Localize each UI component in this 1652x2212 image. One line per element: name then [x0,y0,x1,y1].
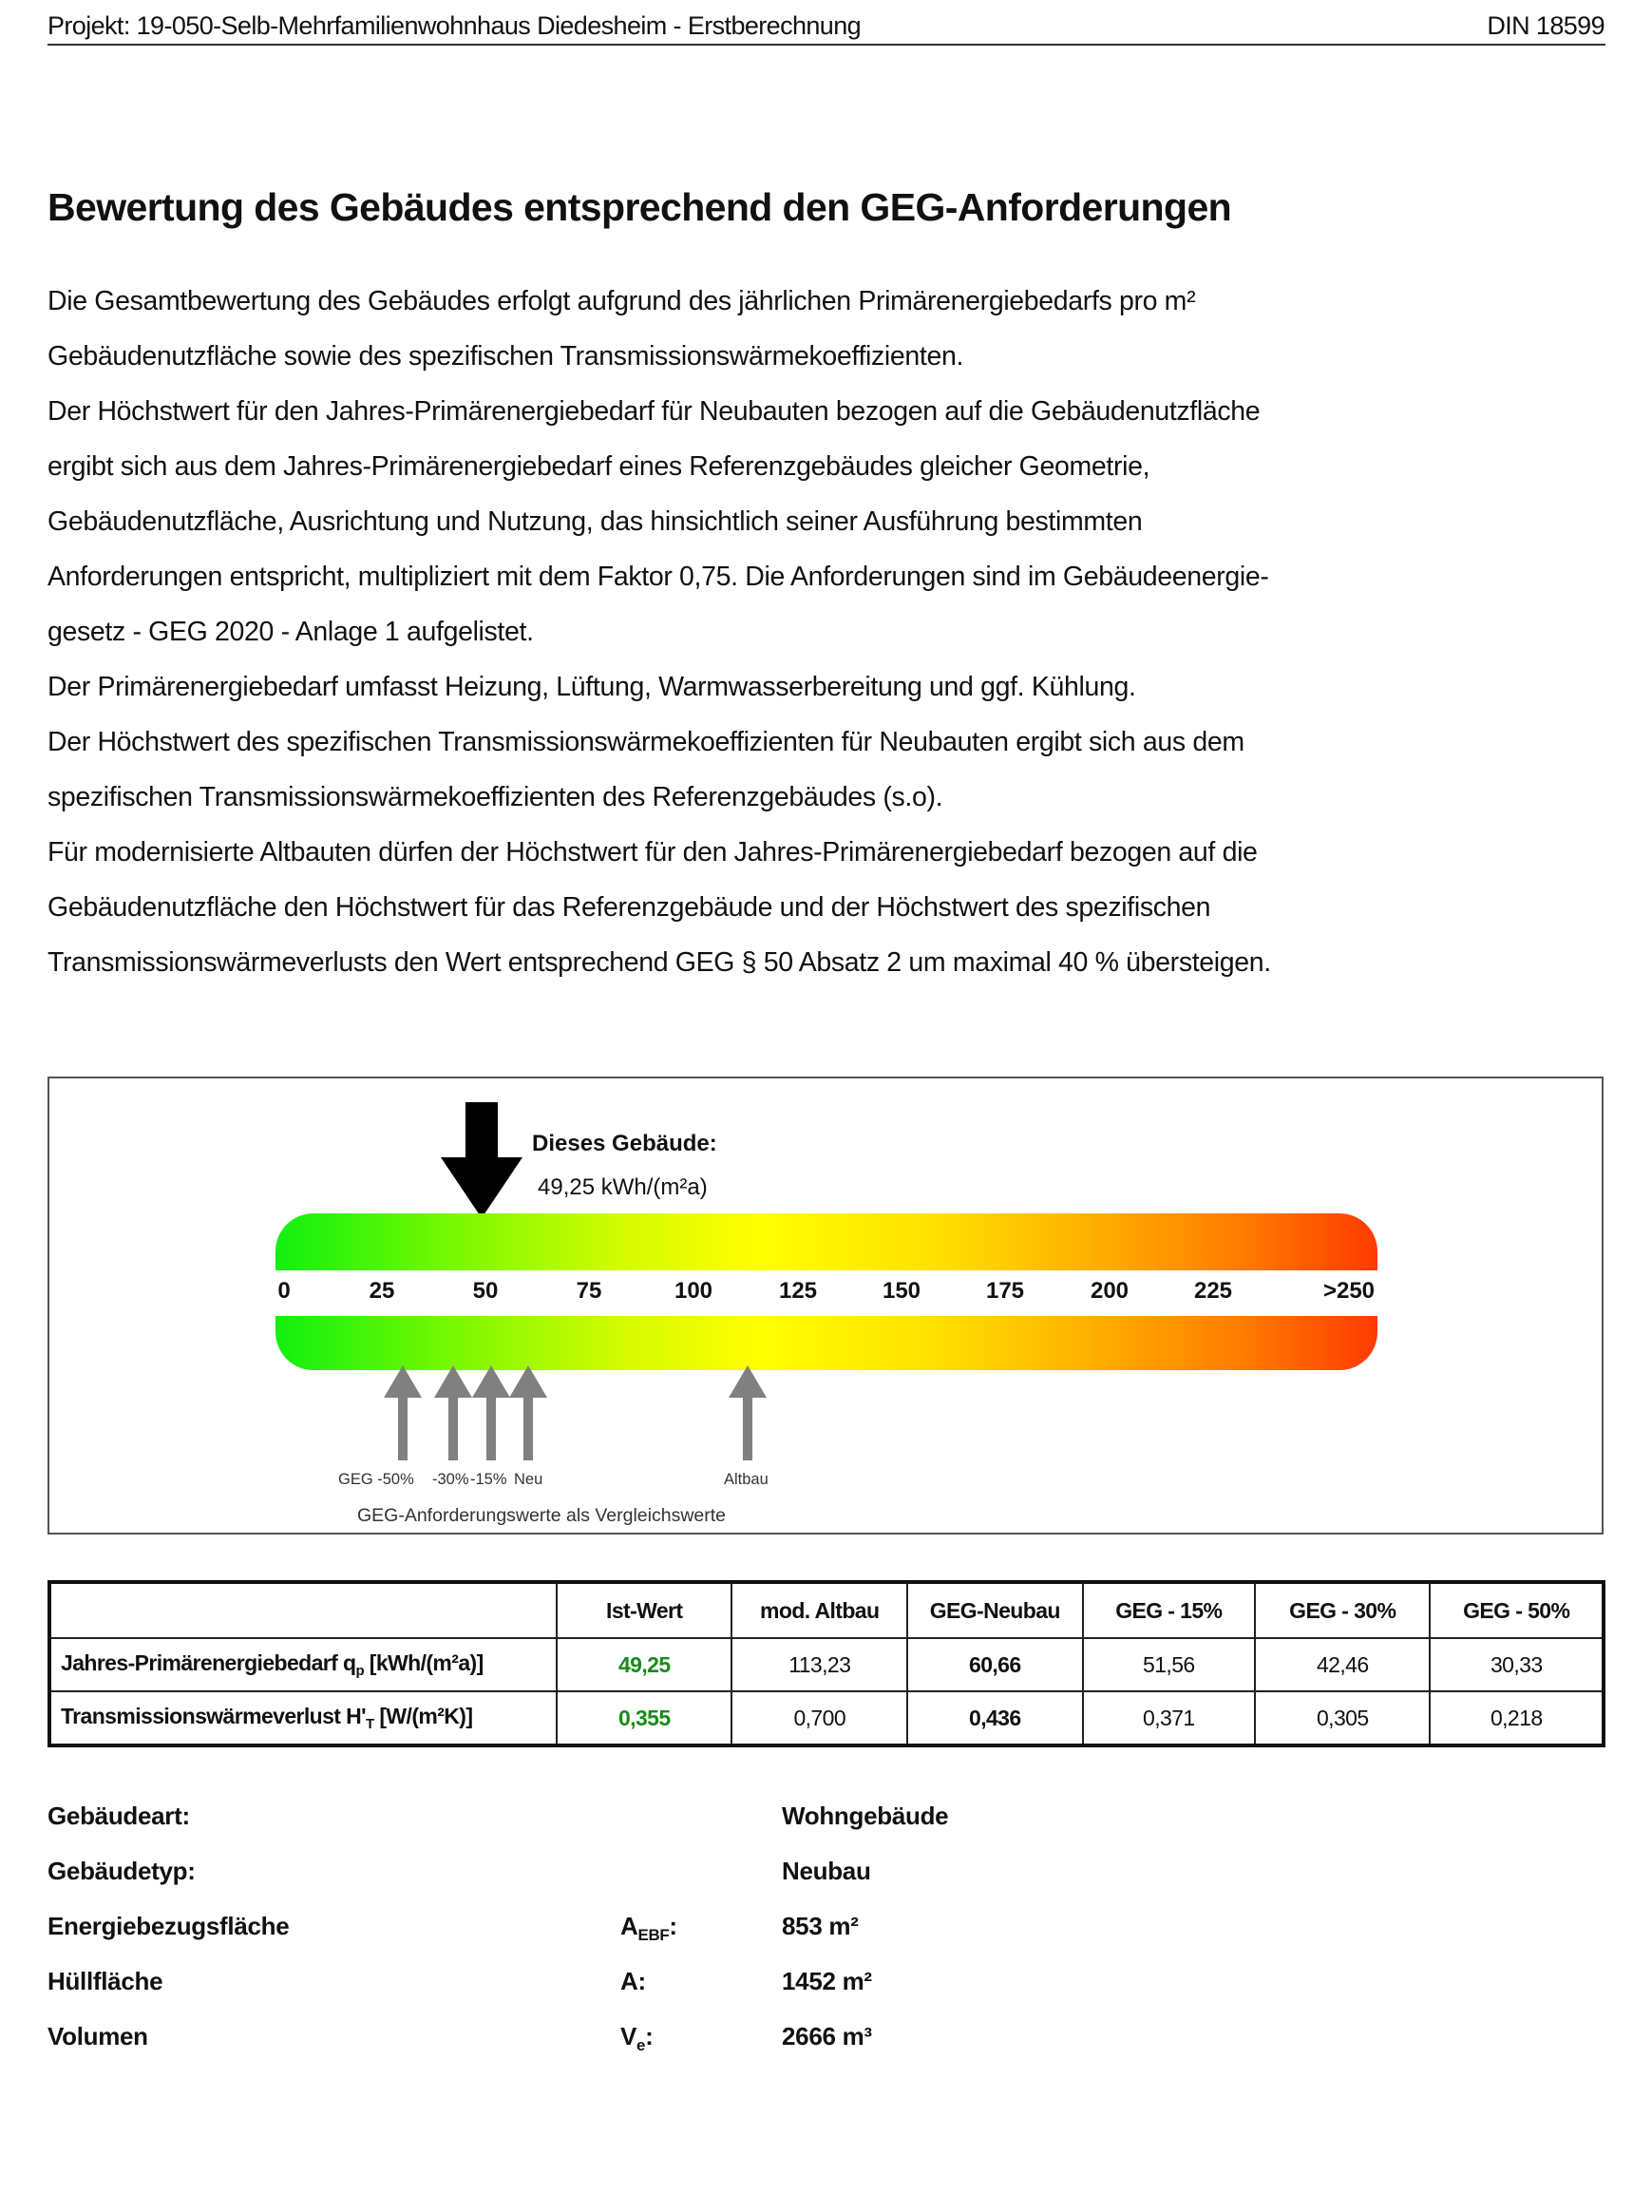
row-label-text: Jahres-Primärenergiebedarf q [61,1649,356,1675]
scale-tick: 0 [277,1278,291,1304]
symbol-text: V [620,2022,637,2050]
this-building-label: Dieses Gebäude: [532,1131,717,1156]
geg-minus50-arrow-icon [384,1365,422,1460]
detail-label-gebaeudetyp: Gebäudetyp: [47,1857,196,1885]
cell-geg-30: 0,305 [1255,1691,1430,1745]
table-header-geg-neubau: GEG-Neubau [907,1582,1083,1638]
paragraph-line: spezifischen Transmissionswärmekoeffizienten des Referenzgebäudes (s.o). [47,782,943,812]
table-header-ist-wert: Ist-Wert [557,1582,731,1638]
this-building-arrow-icon [439,1102,524,1218]
geg-neu-label: Neu [514,1471,543,1488]
row-label-unit: [W/(m²K)] [373,1703,473,1728]
row-label-unit: [kWh/(m²a)] [363,1649,484,1675]
paragraph-line: ergibt sich aus dem Jahres-Primärenergiebedarf eines Referenzgebäudes gleicher Geometrie, [47,451,1150,482]
symbol-suffix: : [669,1912,677,1940]
symbol-suffix: : [645,2022,654,2050]
scale-tick: 200 [1090,1278,1130,1304]
detail-symbol-aebf [620,1912,677,1945]
header-divider [47,44,1605,46]
table-header-empty [49,1582,557,1638]
cell-mod-altbau: 0,700 [731,1691,907,1745]
symbol-subscript: EBF [637,1925,670,1944]
row-label-subscript: p [355,1663,364,1680]
paragraph-line: gesetz - GEG 2020 - Anlage 1 aufgelistet. [47,617,534,647]
symbol-text: A [620,1912,638,1940]
symbol-subscript: e [636,2035,646,2054]
detail-value-energiebezugsflaeche: 853 m² [782,1912,859,1940]
scale-bar-bottom [275,1316,1377,1370]
table-header-geg-15: GEG - 15% [1083,1582,1255,1638]
symbol-text: A [620,1967,638,1995]
standard-label: DIN 18599 [1487,11,1605,40]
energy-scale-chart [47,1077,1604,1535]
detail-value-gebaeudeart: Wohngebäude [782,1802,949,1830]
cell-mod-altbau: 113,23 [731,1638,907,1691]
cell-geg-15: 0,371 [1083,1691,1255,1745]
table-row [49,1638,1604,1691]
paragraph-line: Der Höchstwert für den Jahres-Primärenergiebedarf für Neubauten bezogen auf die Gebäudenutzfläche [47,396,1261,427]
cell-geg-50: 30,33 [1430,1638,1604,1691]
symbol-suffix: : [637,1967,646,1995]
row-label-text: Transmissionswärmeverlust H' [61,1703,367,1728]
paragraph-line: Gebäudenutzfläche den Höchstwert für das Referenzgebäude und der Höchstwert des spezifischen [47,892,1211,923]
page-title: Bewertung des Gebäudes entsprechend den GEG-Anforderungen [47,185,1232,229]
row-label-subscript: T [366,1716,374,1733]
cell-geg-30: 42,46 [1255,1638,1430,1691]
scale-tick: 50 [472,1278,499,1304]
project-title: Projekt: 19-050-Selb-Mehrfamilienwohnhaus Diedesheim - Erstberechnung [47,11,862,40]
cell-geg-neubau: 60,66 [907,1638,1083,1691]
detail-label-huellflaeche: Hüllfläche [47,1967,163,1995]
detail-symbol-a [620,1967,646,1996]
comparison-caption: GEG-Anforderungswerte als Vergleichswerte [357,1505,727,1526]
cell-ist-wert: 49,25 [557,1638,731,1691]
scale-tick: 225 [1193,1278,1233,1304]
table-header-geg-50: GEG - 50% [1430,1582,1604,1638]
detail-label-gebaeudeart: Gebäudeart: [47,1802,190,1830]
row-label-primaerenergie [49,1638,557,1691]
paragraph-line: Für modernisierte Altbauten dürfen der Höchstwert für den Jahres-Primärenergiebedarf bezogen auf die [47,837,1258,868]
paragraph-line: Gebäudenutzfläche sowie des spezifischen Transmissionswärmekoeffizienten. [47,341,964,372]
geg-minus15-label: -15% [470,1471,507,1488]
scale-tick: 125 [778,1278,818,1304]
table-header-geg-30: GEG - 30% [1255,1582,1430,1638]
geg-minus30-arrow-icon [434,1365,472,1460]
table-header-mod-altbau: mod. Altbau [731,1582,907,1638]
paragraph-line: Anforderungen entspricht, multipliziert mit dem Faktor 0,75. Die Anforderungen sind im Gebäudeenergie- [47,562,1269,592]
detail-value-volumen: 2666 m³ [782,2022,872,2050]
detail-label-volumen: Volumen [47,2022,148,2050]
altbau-arrow-icon [729,1365,767,1460]
altbau-label: Altbau [724,1471,769,1488]
scale-tick: 175 [985,1278,1025,1304]
paragraph-line: Der Höchstwert des spezifischen Transmissionswärmekoeffizienten für Neubauten ergibt sich aus dem [47,727,1244,757]
detail-symbol-ve [620,2022,654,2055]
explanation-paragraph [47,274,1472,990]
table-row [49,1691,1604,1745]
scale-tick: 75 [576,1278,602,1304]
detail-label-energiebezugsflaeche: Energiebezugsfläche [47,1912,290,1940]
this-building-value: 49,25 kWh/(m²a) [538,1174,708,1200]
scale-tick: >250 [1322,1278,1376,1304]
cell-geg-15: 51,56 [1083,1638,1255,1691]
geg-minus30-label: -30% [432,1471,469,1488]
geg-neu-arrow-icon [509,1365,547,1460]
cell-ist-wert: 0,355 [557,1691,731,1745]
paragraph-line: Gebäudenutzfläche, Ausrichtung und Nutzung, das hinsichtlich seiner Ausführung bestimmten [47,506,1143,537]
detail-value-gebaeudetyp: Neubau [782,1857,871,1885]
row-label-transmission [49,1691,557,1745]
detail-value-huellflaeche: 1452 m² [782,1967,872,1995]
table-header-row [49,1582,1604,1638]
paragraph-line: Der Primärenergiebedarf umfasst Heizung, Lüftung, Warmwasserbereitung und ggf. Kühlung. [47,672,1136,702]
scale-tick: 25 [369,1278,395,1304]
scale-bar-top [275,1213,1377,1270]
scale-tick: 150 [882,1278,921,1304]
geg-minus50-label: GEG -50% [338,1471,414,1488]
cell-geg-50: 0,218 [1430,1691,1604,1745]
paragraph-line: Transmissionswärmeverlusts den Wert entsprechend GEG § 50 Absatz 2 um maximal 40 % übersteigen. [47,947,1271,978]
results-table [47,1580,1605,1747]
cell-geg-neubau: 0,436 [907,1691,1083,1745]
geg-minus15-arrow-icon [472,1365,510,1460]
scale-tick: 100 [674,1278,713,1304]
paragraph-line: Die Gesamtbewertung des Gebäudes erfolgt aufgrund des jährlichen Primärenergiebedarfs pro m² [47,286,1196,316]
